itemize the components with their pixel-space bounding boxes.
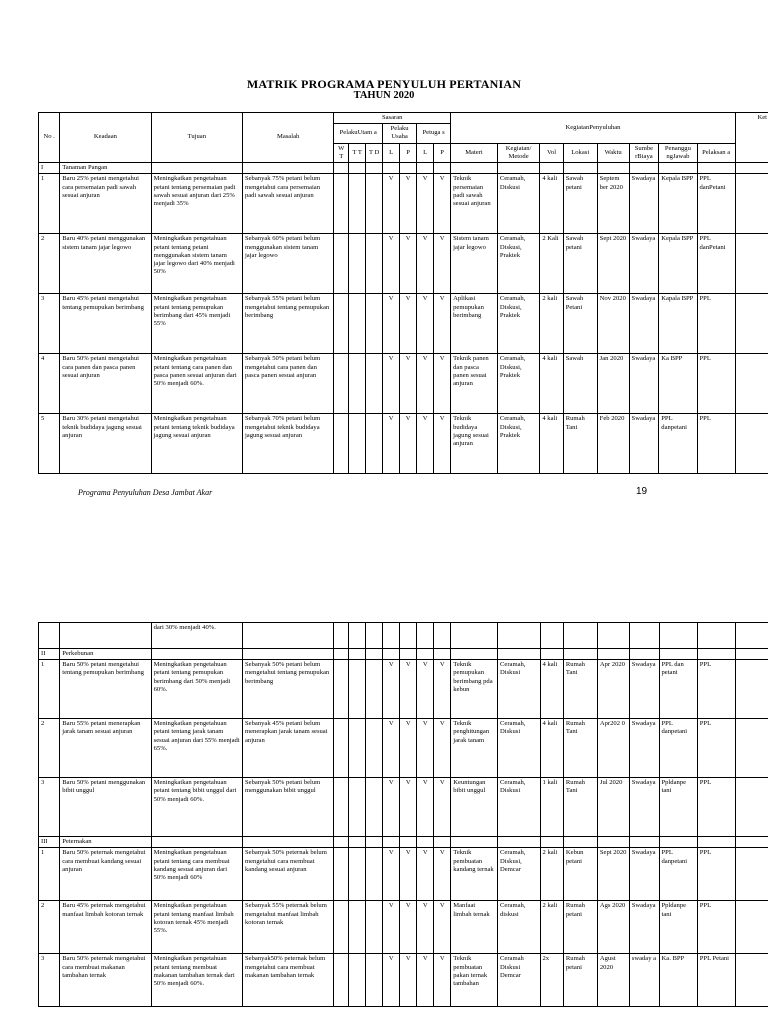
cell-ket	[735, 414, 768, 474]
header-p-petugas: P	[434, 143, 451, 162]
cell-waktu: Feb 2020	[597, 414, 629, 474]
cell-target-mark: V	[417, 414, 434, 474]
cell-masalah: Sebanyak50% peternak belum mengetahui cara membuat makanan tambahan ternak	[243, 954, 334, 1007]
cell-materi: Teknik pembuatan kandang ternak	[451, 848, 498, 901]
document-page-2	[0, 600, 768, 1024]
cell-lokasi: Rumah petani	[563, 954, 597, 1007]
cell-metode: Ceramah, Diskusi, Praktek	[497, 414, 539, 474]
header-materi: Materi	[451, 143, 498, 162]
cell-target-mark	[366, 778, 383, 837]
cell-pj: PPL danpetani	[659, 848, 697, 901]
cell-metode: Ceramah, Diskusi, Praktek	[497, 234, 539, 294]
cell-target-mark: V	[400, 174, 417, 234]
cell-tujuan: Meningkatkan pengetahuan petani tentang pemupukan berimbang dari 50% menjadi 60%.	[151, 660, 242, 719]
section-number: I	[39, 163, 60, 174]
cell-masalah: Sebanyak 50% peternak belum mengetahui cara membuat kandang sesuai anjuran	[243, 848, 334, 901]
header-pelaku-utama: PelakuUtam a	[334, 124, 383, 143]
cell-target-mark	[334, 901, 349, 954]
table-row	[39, 719, 768, 778]
cell-pj: Ka. BPP	[659, 954, 697, 1007]
cell-pelaksana: PPL	[697, 719, 735, 778]
cell-target-mark	[334, 354, 349, 414]
table-row	[39, 174, 768, 234]
cell-target-mark: V	[400, 901, 417, 954]
cell-target-mark: V	[383, 174, 400, 234]
cell-pelaksana: PPL	[697, 778, 735, 837]
table-row	[39, 234, 768, 294]
table-header-row-1	[39, 113, 768, 124]
cell-target-mark: V	[400, 354, 417, 414]
cell-target-mark	[366, 294, 383, 354]
cell-keadaan: Baru 45% peternak mengetahui manfaat limbah kotoran ternak	[60, 901, 151, 954]
cell-no: 2	[39, 719, 60, 778]
cell-target-mark: V	[434, 778, 451, 837]
cell-keadaan: Baru 55% petani menerapkan jarak tanam sesuai anjuran	[60, 719, 151, 778]
cell-materi: Teknik penghitungan jarak tanam	[451, 719, 498, 778]
cell-metode: Ceramah, Diskusi	[497, 174, 539, 234]
cell-biaya: Swadaya	[629, 354, 659, 414]
header-masalah: Masalah	[242, 113, 333, 163]
section-row	[39, 837, 768, 848]
cell-biaya: Swadaya	[629, 414, 659, 474]
section-title: Perkebunan	[60, 649, 151, 660]
cell-lokasi: Sawah	[563, 354, 597, 414]
cell-metode: Ceramah, Diskusi, Demcar	[498, 848, 541, 901]
cell-metode: Ceramah, diskusi	[498, 901, 541, 954]
header-lokasi: Lokasi	[563, 143, 597, 162]
cell-metode: Ceramah, Diskusi	[498, 660, 541, 719]
cell-no: 5	[39, 414, 60, 474]
table-row	[39, 354, 768, 414]
document-title: MATRIK PROGRAMA PENYULUH PERTANIAN	[246, 77, 522, 91]
cell-target-mark: V	[417, 174, 434, 234]
header-vol: Vol	[540, 143, 563, 162]
cell-target-mark: V	[383, 234, 400, 294]
cell-no: 3	[39, 778, 60, 837]
cell-target-mark: V	[417, 294, 434, 354]
cell-tujuan: Meningkatkan pengetahuan petani tentang jarak tanam sesuai anjuran dari 55% menjadi 65%.	[151, 719, 242, 778]
cell-target-mark	[334, 778, 349, 837]
cell-target-mark	[349, 901, 366, 954]
cell-target-mark	[366, 354, 383, 414]
table-row	[39, 414, 768, 474]
cell-lokasi: Rumah Tani	[563, 660, 597, 719]
cell-tujuan: Meningkatkan pengetahuan petani tentang manfaat limbah kotoran ternak 45% menjadi 55%.	[151, 901, 242, 954]
cell-target-mark: V	[383, 660, 400, 719]
cell-target-mark: V	[434, 954, 451, 1007]
cell-vol: 4 kali	[540, 174, 563, 234]
cell-ket	[735, 174, 768, 234]
cell-vol: 4 kali	[540, 660, 563, 719]
cell-vol: 2 kali	[540, 901, 563, 954]
cell-lokasi: Rumah Tani	[563, 778, 597, 837]
header-pelaku-usaha: Pelaku Usaha	[383, 124, 417, 143]
table-row	[39, 778, 768, 837]
table-row	[39, 660, 768, 719]
cell-no: 2	[39, 901, 60, 954]
page-number: 19	[636, 486, 648, 497]
cell-keadaan: Baru 30% petani mengetahui teknik budidaya jagung sesuai anjuran	[60, 414, 151, 474]
header-biaya: Sumbe rBiaya	[629, 143, 659, 162]
cell-target-mark: V	[417, 848, 434, 901]
cell-keadaan: Baru 25% petani mengetahui cara persemaian padi sawah sesuai anjuran	[60, 174, 151, 234]
cell-target-mark: V	[400, 660, 417, 719]
cell-target-mark	[334, 174, 349, 234]
cell-materi: Teknik pembuatan pakan ternak tambahan	[451, 954, 498, 1007]
cell-target-mark: V	[434, 719, 451, 778]
cell-target-mark: V	[417, 354, 434, 414]
header-wt: W T	[334, 143, 349, 162]
cell-pelaksana: PPL	[697, 354, 735, 414]
cell-vol: 2 Kali	[540, 234, 563, 294]
section-row	[39, 163, 768, 174]
cell-target-mark: V	[383, 954, 400, 1007]
cell-masalah: Sebanyak 55% peternak belum mengetahui manfaat limbah kotoran ternak	[243, 901, 334, 954]
cell-target-mark: V	[400, 778, 417, 837]
cell-vol: 2 kali	[540, 294, 563, 354]
cell-pj: PPL dan petani	[659, 660, 697, 719]
cell-target-mark	[366, 414, 383, 474]
programa-matrix-table-continued	[38, 622, 768, 1007]
cell-target-mark	[334, 294, 349, 354]
cell-keadaan: Baru 50% petani mengetahui tentang pemupukan berimbang	[60, 660, 151, 719]
cell-tujuan: Meningkatkan pengetahuan petani tentang persemaian padi sawah sesuai anjuran dari 25% menjadi 35%	[151, 174, 242, 234]
cell-keadaan: Baru 50% petani mengetahui cara panen dan pasca panen sesuai anjuran	[60, 354, 151, 414]
cell-target-mark: V	[383, 294, 400, 354]
cell-pelaksana: PPL	[697, 901, 735, 954]
cell-target-mark: V	[383, 848, 400, 901]
table-row	[39, 901, 768, 954]
cell-target-mark	[349, 414, 366, 474]
cell-materi: Teknik pemupukan berimbang pda kebun	[451, 660, 498, 719]
cell-target-mark	[349, 778, 366, 837]
footer-text: Programa Penyuluhan Desa Jambat Akar	[78, 488, 213, 497]
cell-target-mark	[349, 954, 366, 1007]
cell-ket	[736, 778, 768, 837]
cell-target-mark: V	[383, 778, 400, 837]
cell-keadaan: Baru 50% peternak mengetahui cara membuat kandang sesuai anjuran	[60, 848, 151, 901]
cell-target-mark	[349, 660, 366, 719]
cell-target-mark	[366, 174, 383, 234]
cell-pj: PPL danpetani	[659, 719, 697, 778]
header-kegiatan: KegiatanPenyuluhan	[451, 113, 736, 144]
cell-biaya: Swadaya	[629, 294, 659, 354]
cell-vol: 2x	[540, 954, 563, 1007]
cell-target-mark: V	[417, 234, 434, 294]
cell-materi: Sistem tanam jajar legowo	[451, 234, 498, 294]
cell-tujuan: Meningkatkan pengetahuan petani tentang petani menggunakan sistem tanam jajar legowo dari 40% menjadi 50%	[151, 234, 242, 294]
cell-pj: PPL danpetani	[659, 414, 697, 474]
cell-materi: Teknik persemaian padi sawah sesuai anjuran	[451, 174, 498, 234]
cell-materi: Teknik panen dan pasca panen sesuai anjuran	[451, 354, 498, 414]
cell-lokasi: Sawah petani	[563, 234, 597, 294]
document-page-1	[0, 0, 768, 510]
cell-biaya: Swadaya	[629, 660, 659, 719]
cell-lokasi: Sawah petani	[563, 174, 597, 234]
cell-masalah: Sebanyak 50% petani belum mengetahui cara panen dan pasca panen sesuai anjuran	[242, 354, 333, 414]
header-tujuan: Tujuan	[151, 113, 242, 163]
cell-target-mark: V	[434, 901, 451, 954]
cell-biaya: Swadaya	[629, 719, 659, 778]
cell-target-mark	[334, 414, 349, 474]
cell-pelaksana: PPL	[697, 660, 735, 719]
cell-keadaan: Baru 50% petani menggunakan bibit unggul	[60, 778, 151, 837]
programa-matrix-table	[38, 112, 768, 474]
cell-target-mark: V	[383, 719, 400, 778]
cell-target-mark: V	[417, 719, 434, 778]
section-title: Peternakan	[60, 837, 151, 848]
cell-waktu: Jul 2020	[597, 778, 629, 837]
cell-target-mark	[349, 294, 366, 354]
continuation-text: dari 30% menjadi 40%.	[151, 623, 242, 649]
cell-tujuan: Meningkatkan pengetahuan petani tentang membuat makanan tambahan ternak dari 50% menjadi 60%.	[151, 954, 242, 1007]
cell-masalah: Sebanyak 75% petani belum mengetahui cara persemaian padi sawah sesuai anjuran	[242, 174, 333, 234]
cell-ket	[735, 234, 768, 294]
table-body-page-2	[39, 623, 768, 1007]
header-p-usaha: P	[400, 143, 417, 162]
cell-target-mark: V	[417, 954, 434, 1007]
cell-target-mark: V	[400, 719, 417, 778]
cell-metode: Ceramah, Diskusi, Praktek	[497, 354, 539, 414]
cell-target-mark	[334, 234, 349, 294]
cell-no: 3	[39, 294, 60, 354]
cell-target-mark: V	[417, 901, 434, 954]
cell-target-mark	[349, 234, 366, 294]
header-waktu: Waktu	[597, 143, 629, 162]
cell-target-mark	[366, 719, 383, 778]
cell-no: 1	[39, 660, 60, 719]
table-row	[39, 848, 768, 901]
cell-masalah: Sebanyak 55% petani belum mengetahui tentang pemupukan berimbang	[242, 294, 333, 354]
cell-metode: Ceramah, Diskusi	[498, 719, 541, 778]
section-title: Tanaman Pangan	[60, 163, 151, 174]
cell-masalah: Sebanyak 50% petani belum menggunakan bibit unggul	[243, 778, 334, 837]
cell-masalah: Sebanyak 50% petani belum mengetahui tentang pemupukan berimbang	[243, 660, 334, 719]
section-number: III	[39, 837, 60, 848]
cell-target-mark: V	[400, 848, 417, 901]
cell-target-mark: V	[434, 174, 451, 234]
cell-target-mark: V	[434, 234, 451, 294]
header-l-usaha: L	[383, 143, 400, 162]
cell-target-mark: V	[434, 294, 451, 354]
cell-no: 1	[39, 174, 60, 234]
cell-lokasi: Sawah Petani	[563, 294, 597, 354]
cell-lokasi: Kebun petani	[563, 848, 597, 901]
cell-target-mark: V	[434, 848, 451, 901]
cell-materi: Manfaat limbah ternak	[451, 901, 498, 954]
table-body-page-1	[39, 163, 768, 474]
cell-waktu: Apr 2020	[597, 660, 629, 719]
cell-target-mark	[366, 660, 383, 719]
cell-pj: Kapala BPP	[659, 294, 697, 354]
cell-target-mark	[334, 848, 349, 901]
cell-target-mark: V	[417, 660, 434, 719]
cell-pelaksana: PPL danPetani	[697, 174, 735, 234]
cell-ket	[736, 719, 768, 778]
cell-target-mark	[366, 234, 383, 294]
cell-target-mark: V	[383, 354, 400, 414]
cell-biaya: Swadaya	[629, 234, 659, 294]
cell-target-mark	[349, 174, 366, 234]
continuation-row	[39, 623, 768, 649]
cell-waktu: Agust 2020	[597, 954, 629, 1007]
document-subtitle: TAHUN 2020	[353, 90, 415, 101]
cell-pj: Kepala BPP	[659, 234, 697, 294]
cell-metode: Ceramah, Diskusi	[498, 778, 541, 837]
cell-ket	[736, 660, 768, 719]
cell-waktu: Septem ber 2020	[597, 174, 629, 234]
cell-keadaan: Baru 45% petani mengetahui tentang pemupukan berimbang	[60, 294, 151, 354]
cell-pj: Ppldanpe tani	[659, 901, 697, 954]
header-petugas: Petuga s	[417, 124, 451, 143]
cell-pelaksana: PPL	[697, 848, 735, 901]
cell-pelaksana: PPL	[697, 414, 735, 474]
cell-pj: Ppldanpe tani	[659, 778, 697, 837]
cell-target-mark: V	[400, 414, 417, 474]
cell-target-mark: V	[383, 901, 400, 954]
cell-pelaksana: PPL danPetani	[697, 234, 735, 294]
header-sasaran: Sasaran	[334, 113, 451, 124]
cell-ket	[735, 294, 768, 354]
cell-target-mark: V	[400, 954, 417, 1007]
cell-ket	[735, 354, 768, 414]
cell-no: 1	[39, 848, 60, 901]
cell-waktu: Apr202 0	[597, 719, 629, 778]
header-tt: T T	[349, 143, 366, 162]
cell-target-mark	[334, 719, 349, 778]
header-l-petugas: L	[417, 143, 434, 162]
cell-target-mark: V	[383, 414, 400, 474]
header-keadaan: Keadaan	[60, 113, 151, 163]
cell-target-mark: V	[400, 294, 417, 354]
cell-waktu: Sept 2020	[597, 234, 629, 294]
cell-no: 2	[39, 234, 60, 294]
cell-lokasi: Rumah Tani	[563, 414, 597, 474]
cell-target-mark: V	[434, 354, 451, 414]
cell-tujuan: Meningkatkan pengetahuan petani tentang teknik budidaya jagung sesuai anjuran	[151, 414, 242, 474]
section-number: II	[39, 649, 60, 660]
cell-biaya: swaday a	[629, 954, 659, 1007]
cell-lokasi: Rumah petani	[563, 901, 597, 954]
cell-materi: Teknik budidaya jagung sesuai anjuran	[451, 414, 498, 474]
header-metode: Kegiatan/ Metode	[497, 143, 539, 162]
cell-target-mark: V	[400, 234, 417, 294]
cell-target-mark	[349, 719, 366, 778]
cell-tujuan: Meningkatkan pengetahuan petani tentang cara panen dan pasca panen sesuai anjuran dari 50% menjadi 60%.	[151, 354, 242, 414]
cell-masalah: Sebanyak 70% petani belum mengetahui teknik budidaya jagung sesuai anjuran	[242, 414, 333, 474]
cell-tujuan: Meningkatkan pengetahuan petani tentang cara membuat kandang sesuai anjuran dari 50% menjadi 60%	[151, 848, 242, 901]
cell-tujuan: Meningkatkan pengetahuan petani tentang pemupukan berimbang dari 45% menjadi 55%	[151, 294, 242, 354]
cell-vol: 1 kali	[540, 778, 563, 837]
cell-masalah: Sebanyak 60% petani belum menggunakan sistem tanam jajar legowo	[242, 234, 333, 294]
cell-tujuan: Meningkatkan pengetahuan petani tentang bibit unggul dari 50% menjadi 60%.	[151, 778, 242, 837]
cell-target-mark: V	[417, 778, 434, 837]
cell-metode: Ceramah Diskusi Demcar	[498, 954, 541, 1007]
cell-lokasi: Rumah Tani	[563, 719, 597, 778]
header-penanggung-jawab: Penanggu ngJawab	[659, 143, 697, 162]
cell-keadaan: Baru 50% peternak mengetahui cara membuat makanan tambahan ternak	[60, 954, 151, 1007]
cell-pj: Ka BPP	[659, 354, 697, 414]
cell-no: 4	[39, 354, 60, 414]
cell-masalah: Sebanyak 45% petani belum menerapkan jarak tanam sesuai anjuran	[243, 719, 334, 778]
cell-target-mark	[366, 954, 383, 1007]
cell-keadaan: Baru 40% petani menggunakan sistem tanam jajar legowo	[60, 234, 151, 294]
cell-biaya: Swadaya	[629, 901, 659, 954]
cell-pelaksana: PPL	[697, 294, 735, 354]
cell-target-mark	[349, 354, 366, 414]
cell-vol: 4 kali	[540, 414, 563, 474]
cell-vol: 2 kali	[540, 848, 563, 901]
cell-target-mark	[334, 660, 349, 719]
cell-target-mark	[366, 848, 383, 901]
cell-target-mark	[334, 954, 349, 1007]
cell-pelaksana: PPL Petani	[697, 954, 735, 1007]
cell-target-mark	[366, 901, 383, 954]
section-row	[39, 649, 768, 660]
cell-waktu: Jan 2020	[597, 354, 629, 414]
cell-target-mark: V	[434, 414, 451, 474]
table-row	[39, 294, 768, 354]
cell-waktu: Ags 2020	[597, 901, 629, 954]
cell-vol: 4 kali	[540, 719, 563, 778]
cell-biaya: Swadaya	[629, 778, 659, 837]
cell-metode: Ceramah, Diskusi, Praktek	[497, 294, 539, 354]
cell-target-mark	[349, 848, 366, 901]
cell-materi: Keuntungan bibit unggul	[451, 778, 498, 837]
cell-ket	[736, 901, 768, 954]
header-td: T D	[366, 143, 383, 162]
header-no: No .	[39, 113, 60, 163]
cell-waktu: Nov 2020	[597, 294, 629, 354]
cell-biaya: Swadaya	[629, 848, 659, 901]
header-pelaksana: Pelaksan a	[697, 143, 735, 162]
cell-biaya: Swadaya	[629, 174, 659, 234]
table-row	[39, 954, 768, 1007]
cell-materi: Aplikasi pemupukan berimbang	[451, 294, 498, 354]
cell-ket	[736, 848, 768, 901]
cell-pj: Kepala BPP	[659, 174, 697, 234]
cell-target-mark: V	[434, 660, 451, 719]
header-ket: Ket	[735, 113, 768, 163]
cell-waktu: Sept 2020	[597, 848, 629, 901]
cell-vol: 4 kali	[540, 354, 563, 414]
cell-no: 3	[39, 954, 60, 1007]
cell-ket	[736, 954, 768, 1007]
